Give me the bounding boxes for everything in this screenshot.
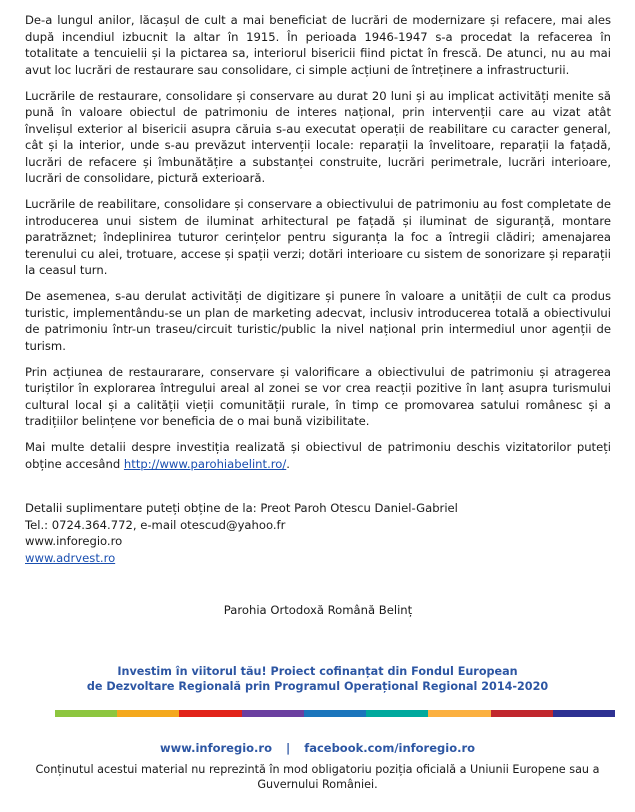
- paragraph-4: De asemenea, s-au derulat activități de digitizare și punere în valoare a unității de cult ca produs turistic, implementându-se un plan de marketing adecvat, inclusiv introducerea totală a obiectivului de patrimoniu într-un traseu/circuit turistic/public la nivel național prin intermediul unor agenții de turism.: [25, 289, 611, 353]
- facebook-footer-link[interactable]: facebook.com/inforegio.ro: [304, 741, 476, 755]
- stripe-segment: [179, 710, 241, 717]
- stripe-segment: [491, 710, 553, 717]
- stripe-segment: [366, 710, 428, 717]
- stripe-segment: [428, 710, 490, 717]
- funding-banner: [0, 664, 635, 694]
- footer-separator: |: [285, 741, 291, 755]
- paragraph-3: Lucrările de reabilitare, consolidare și conservare a obiectivului de patrimoniu au fost completate de introducerea unui sistem de iluminat arhitectural pe fațadă și iluminat de siguranță, montare paratrăznet; îndeplinirea tuturor cerințelor pentru siguranța la foc a întregii clădiri; amenajarea terenului cu alei, trotuare, accese și spații verzi; dotări interioare cu sistem de sonorizare și reparații la ceasul turn.: [25, 197, 611, 277]
- parish-website-link[interactable]: http://www.parohiabelint.ro/: [123, 456, 287, 471]
- stripe-segment: [55, 710, 117, 717]
- stripe-segment: [117, 710, 179, 717]
- paragraph-5: Prin acțiunea de restaurarare, conservare și valorificare a obiectivului de patrimoniu și atragerea turiștilor în explorarea întregului areal al zonei se vor crea reacții pozitive în lanț asupra turismului cultural local și a calității vieții comunității rurale, în timp ce promovarea satului românesc și a tradițiilor belințene vor beneficia de o mai bună vizibilitate.: [25, 364, 611, 428]
- funding-line-2: de Dezvoltare Regională prin Programul Operațional Regional 2014-2020: [86, 680, 549, 693]
- paragraph-2: Lucrările de restaurare, consolidare și conservare au durat 20 luni și au implicat activități menite să pună în valoare obiectul de patrimoniu de interes național, prin intervenții care au vizat atât învelișul exterior al bisericii asupra căruia s-au executat operații de reabilitare cu caracter general, cât și la interior, unde s-au prevăzut intervenții locale: reparații la învelitoare, reparații la fațadă, lucrări de refacere și îmbunătățire a substanței construite, lucrări perimetrale, lucrări interioare, lucrări de consolidare, pictură exterioară.: [25, 88, 611, 185]
- web-links: [0, 741, 635, 755]
- funding-line-1: Investim în viitorul tău! Proiect cofinanțat din Fondul European: [117, 665, 518, 678]
- contact-inforegio: www.inforegio.ro: [25, 534, 123, 548]
- paragraph-6-text: Mai multe detalii despre investiția realizată și obiectivul de patrimoniu deschis vizitatorilor puteți obține accesând: [25, 440, 611, 471]
- adrvest-link[interactable]: www.adrvest.ro: [25, 550, 116, 565]
- disclaimer: Conținutul acestui material nu reprezintă în mod obligatoriu poziția oficială a Uniunii Europene sau a Guvernului României.: [35, 763, 600, 791]
- paragraph-1: De-a lungul anilor, lăcașul de cult a mai beneficiat de lucrări de modernizare și refacere, mai ales după incendiul izbucnit la altar în 1915. În perioada 1946-1947 s-a procedat la refacerea în totalitate a tencuielii și la pictarea sa, interiorul bisericii fiind pictat în frescă. De atunci, nu au mai avut loc lucrări de restaurare sau consolidare, ci simple acțiuni de întreținere a infrastructurii.: [25, 13, 611, 77]
- funding-text: [0, 664, 635, 694]
- color-stripe: [55, 710, 615, 717]
- contact-person: Detalii suplimentare puteți obține de la: Preot Paroh Otescu Daniel-Gabriel: [25, 501, 458, 515]
- stripe-segment: [242, 710, 304, 717]
- contact-block: [25, 500, 611, 566]
- paragraph-6-suffix: .: [286, 456, 290, 471]
- contact-phone-email: Tel.: 0724.364.772, e-mail otescud@yahoo.fr: [25, 517, 286, 532]
- paragraph-6: [25, 439, 611, 472]
- stripe-segment: [553, 710, 615, 717]
- stripe-segment: [304, 710, 366, 717]
- document-body: [25, 12, 611, 617]
- inforegio-footer-link[interactable]: www.inforegio.ro: [159, 741, 272, 755]
- signature: Parohia Ortodoxă Română Belinț: [223, 603, 413, 617]
